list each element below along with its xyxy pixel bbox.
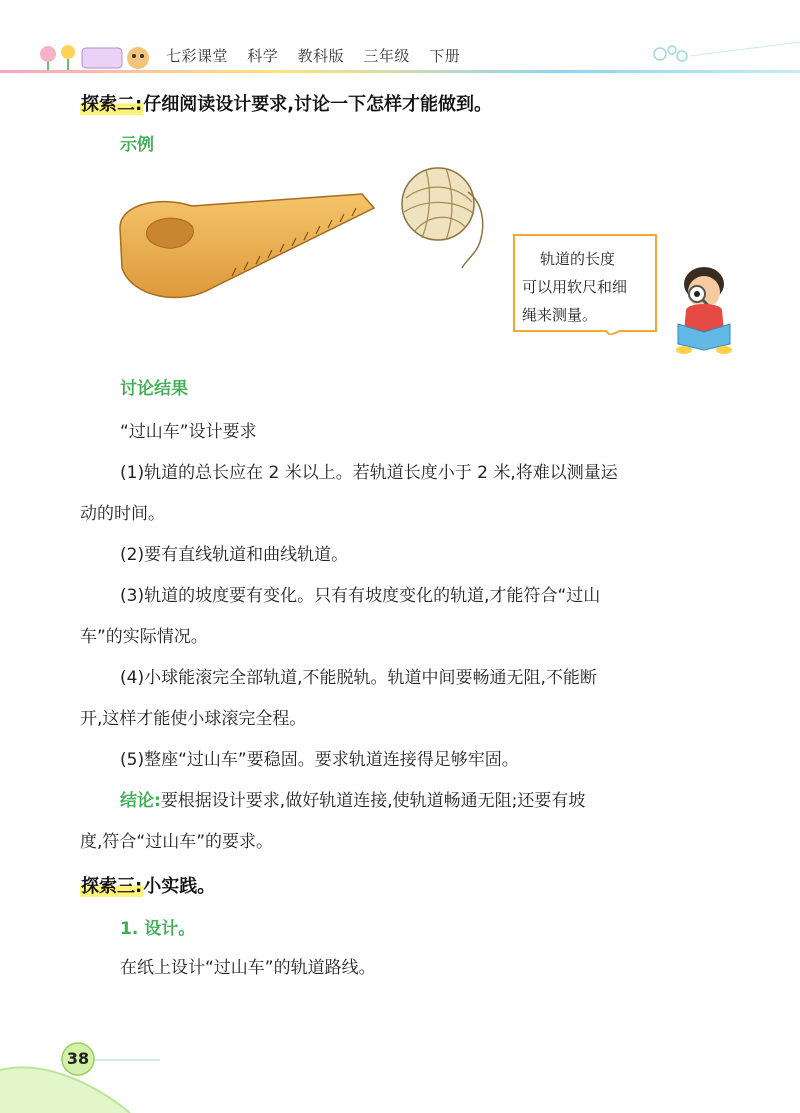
explore-two-heading bbox=[80, 90, 492, 116]
header-volume: 下册 bbox=[429, 47, 461, 65]
explore-three-label: 探索三: bbox=[81, 876, 143, 897]
explore-two-text: 仔细阅读设计要求,讨论一下怎样才能做到。 bbox=[143, 94, 493, 115]
header-title bbox=[166, 45, 474, 66]
explore-three-text: 小实践。 bbox=[143, 876, 216, 897]
requirements-title: “过山车”设计要求 bbox=[120, 422, 257, 442]
step-1-text: 在纸上设计“过山车”的轨道路线。 bbox=[120, 958, 376, 978]
tape-measure-icon bbox=[112, 188, 380, 308]
explore-three-heading bbox=[80, 872, 215, 898]
page-number: 38 bbox=[66, 1049, 90, 1068]
twine-ball-icon bbox=[396, 162, 496, 272]
step-1-label: 1. 设计。 bbox=[120, 919, 196, 939]
requirement-4-line-1: (4)小球能滚完全部轨道,不能脱轨。轨道中间要畅通无阻,不能断 bbox=[120, 668, 597, 688]
requirement-5: (5)整座“过山车”要稳固。要求轨道连接得足够牢固。 bbox=[120, 750, 519, 770]
bubble-line-1: 轨道的长度 bbox=[540, 250, 616, 268]
header-divider bbox=[0, 68, 800, 76]
requirement-3-line-1: (3)轨道的坡度要有变化。只有有坡度变化的轨道,才能符合“过山 bbox=[120, 586, 601, 606]
header-grade: 三年级 bbox=[363, 47, 410, 65]
footer-decoration-icon bbox=[0, 1030, 200, 1113]
conclusion-label: 结论: bbox=[120, 791, 161, 811]
boy-with-magnifier-icon bbox=[670, 262, 736, 358]
page-header bbox=[0, 0, 800, 80]
explore-two-label: 探索二: bbox=[81, 94, 143, 115]
conclusion-text-1: 要根据设计要求,做好轨道连接,使轨道畅通无阻;还要有坡 bbox=[160, 791, 586, 811]
bubble-line-2: 可以用软尺和细 bbox=[522, 278, 628, 296]
requirement-4-line-2: 开,这样才能使小球滚完全程。 bbox=[80, 709, 307, 729]
bubble-line-3: 绳来测量。 bbox=[522, 306, 598, 324]
requirement-1-line-1: (1)轨道的总长应在 2 米以上。若轨道长度小于 2 米,将难以测量运 bbox=[120, 463, 618, 483]
requirement-3-line-2: 车”的实际情况。 bbox=[80, 627, 208, 647]
example-label: 示例 bbox=[120, 135, 154, 155]
requirement-2: (2)要有直线轨道和曲线轨道。 bbox=[120, 545, 349, 565]
header-book: 七彩课堂 bbox=[166, 47, 229, 65]
speech-bubble-text bbox=[522, 245, 652, 329]
header-edition: 教科版 bbox=[297, 47, 345, 65]
discussion-label: 讨论结果 bbox=[120, 379, 188, 399]
header-subject: 科学 bbox=[247, 47, 279, 65]
conclusion-line-1 bbox=[120, 781, 724, 822]
requirement-1-line-2: 动的时间。 bbox=[80, 504, 165, 524]
conclusion-line-2: 度,符合“过山车”的要求。 bbox=[80, 832, 274, 852]
